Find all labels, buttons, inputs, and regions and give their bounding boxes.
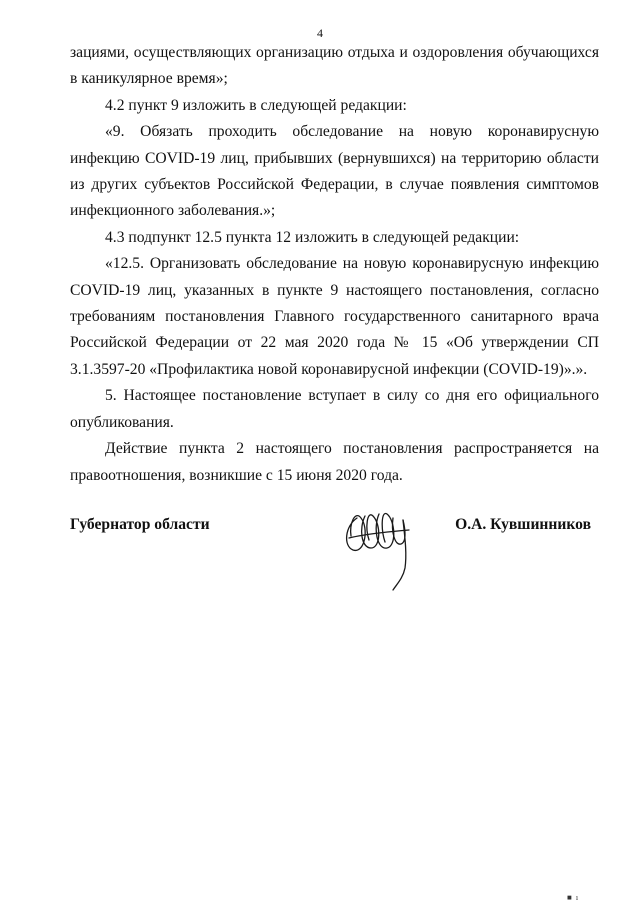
paragraph-continuation: зациями, осуществляющих организацию отдыха и оздоровления обучающихся в каникулярное время»; — [70, 44, 599, 88]
paragraph-item-5: 5. Настоящее постановление вступает в силу со дня его официального опубликования. — [70, 387, 599, 431]
paragraph-item-4-2: 4.2 пункт 9 изложить в следующей редакции: — [105, 96, 407, 114]
paragraph-quote-9: «9. Обязать проходить обследование на новую коронавирусную инфекцию COVID-19 лиц, прибывших (вернувшихся) на территорию области из других субъектов Российской Федерации, в случае появления симптомов инфекционного заболевания.»; — [70, 123, 599, 220]
signature-block — [70, 506, 599, 606]
paragraph-item-4-3: 4.3 подпункт 12.5 пункта 12 изложить в следующей редакции: — [105, 228, 520, 246]
paragraph-effect: Действие пункта 2 настоящего постановления распространяется на правоотношения, возникшие с 15 июня 2020 года. — [70, 440, 599, 484]
paragraph-quote-12-5: «12.5. Организовать обследование на новую коронавирусную инфекцию COVID-19 лиц, указанных в пункте 9 настоящего постановления, согласно требованиям постановления Главного государственного санитарного врача Российской Федерации от 22 мая 2020 года № 15 «Об утверждении СП 3.1.3597-20 «Профилактика новой коронавирусной инфекции (COVID-19)».». — [70, 255, 599, 378]
page-number: 4 — [317, 26, 323, 40]
handwritten-signature — [335, 498, 445, 598]
signatory-name: О.А. Кувшинников — [455, 516, 591, 533]
signatory-role: Губернатор области — [70, 516, 210, 533]
footer-mark: ■ ı — [567, 893, 580, 902]
document-body — [70, 40, 599, 489]
